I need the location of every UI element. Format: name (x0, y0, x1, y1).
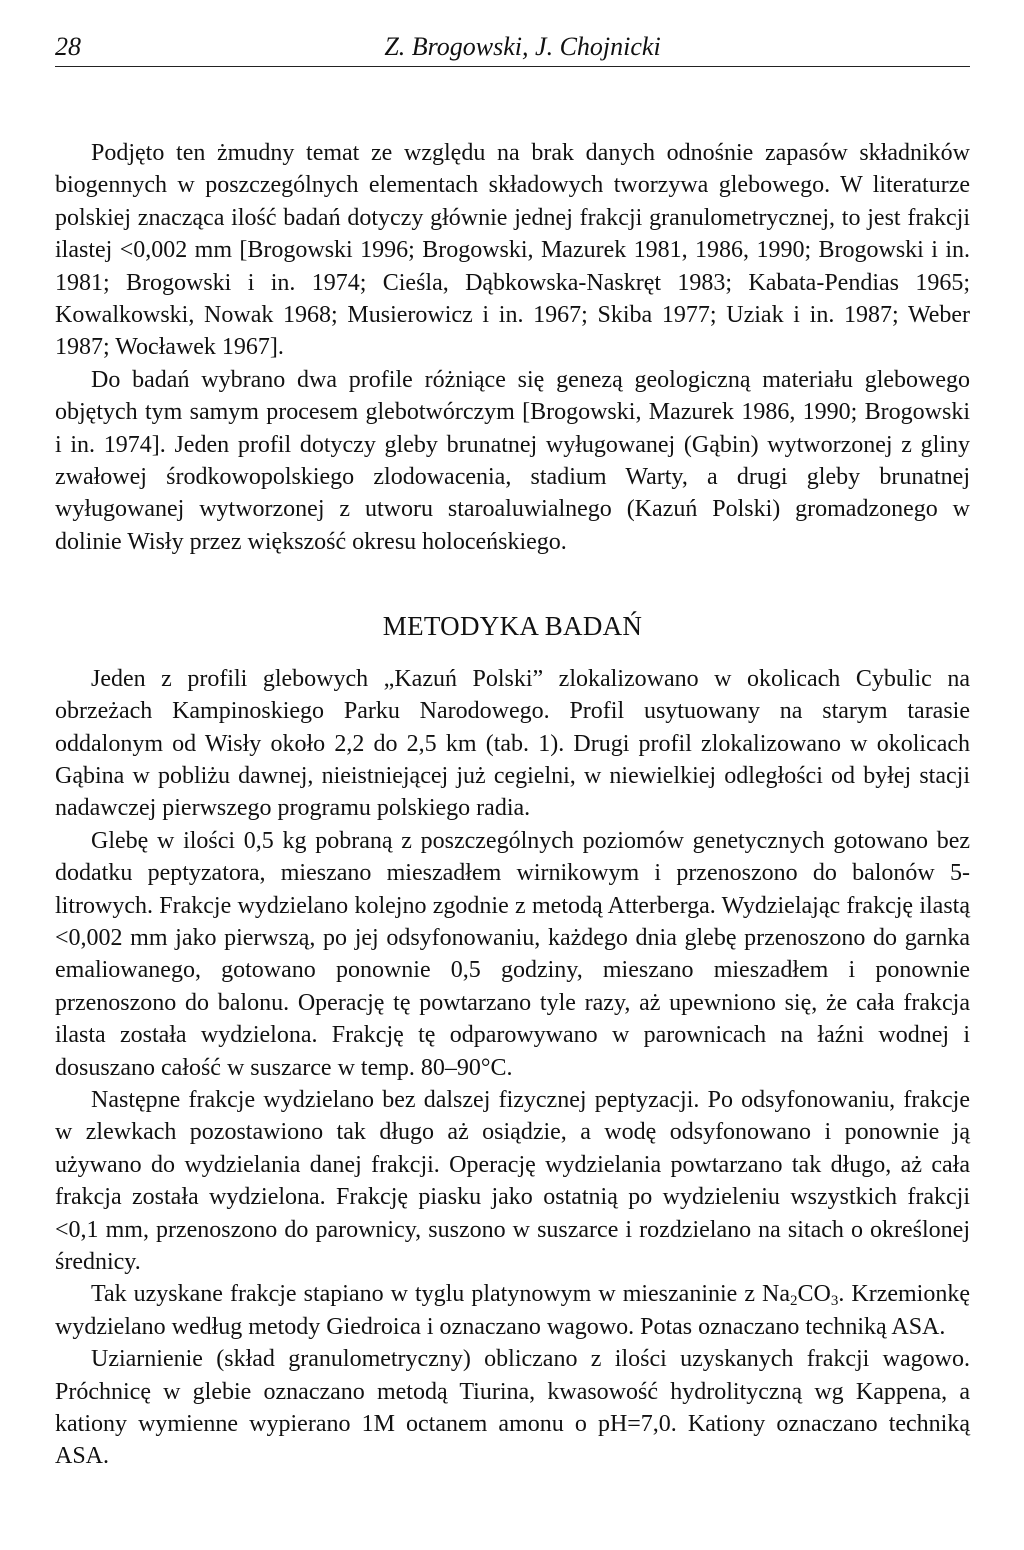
methods-paragraph-flux (55, 1278, 970, 1343)
section-heading: METODYKA BADAŃ (382, 611, 643, 642)
flux-text-before: Tak uzyskane frakcje stapiano w tyglu platynowym w mieszaninie z Na (91, 1281, 790, 1308)
methods-paragraph: Uziarnienie (skład granulometryczny) obliczano z ilości uzyskanych frakcji wagowo. Próchnicę w glebie oznaczano metodą Tiurina, kwasowość hydrolityczną wg Kappena, a kationy wymienne wypierano 1M octanem amonu o pH=7,0. Kationy oznaczano techniką ASA. (55, 1346, 970, 1470)
flux-subscript-na: 2 (790, 1293, 798, 1310)
flux-subscript-co: 3 (830, 1293, 839, 1310)
running-header (55, 28, 970, 67)
article-body (55, 137, 970, 1473)
document-page (55, 28, 970, 1473)
intro-paragraph: Podjęto ten żmudny temat ze względu na brak danych odnośnie zapasów składników biogennych w poszczególnych elementach składowych tworzywa glebowego. W literaturze polskiej znacząca ilość badań dotyczy głównie jednej frakcji granulometrycznej, to jest frakcji ilastej <0,002 mm [Brogowski 1996; Brogowski, Mazurek 1981, 1986, 1990; Brogowski i in. 1981; Brogowski i in. 1974; Cieśla, Dąbkowska-Naskręt 1983; Kabata-Pendias 1965; Kowalkowski, Nowak 1968; Musierowicz i in. 1967; Skiba 1977; Uziak i in. 1987; Weber 1987; Wocławek 1967]. (55, 140, 970, 361)
methods-paragraph: Następne frakcje wydzielano bez dalszej fizycznej peptyzacji. Po odsyfonowaniu, frakcje w zlewkach pozostawiono tak długo aż osiądzie, a wodę odsyfonowano i ponownie ją używano do wydzielania danej frakcji. Operację wydzielania powtarzano tak długo, aż cała frakcja została wydzielona. Frakcję piasku jako ostatnią po wydzieleniu wszystkich frakcji <0,1 mm, przenoszono do parownicy, suszono w suszarce i rozdzielano na sitach o określonej średnicy. (55, 1086, 970, 1275)
methods-paragraph: Glebę w ilości 0,5 kg pobraną z poszczególnych poziomów genetycznych gotowano bez dodatku peptyzatora, mieszano mieszadłem wirnikowym i przenoszono do balonów 5-litrowych. Frakcje wydzielano kolejno zgodnie z metodą Atterberga. Wydzielając frakcję ilastą <0,002 mm jako pierwszą, po jej odsyfonowaniu, każdego dnia glebę przenoszono do garnka emaliowanego, gotowano ponownie 0,5 godziny, mieszano mieszadłem i ponownie przenoszono do balonu. Operację tę powtarzano tyle razy, aż upewniono się, że cała frakcja ilasta została wydzielona. Frakcję tę odparowywano w parownicach na łaźni wodnej i dosuszano całość w suszarce w temp. 80–90°C. (55, 827, 970, 1081)
header-authors: Z. Brogowski, J. Chojnicki (384, 32, 661, 61)
page-number: 28 (55, 32, 81, 61)
flux-text-after: . Krzemionkę wydzielano według metody Giedroica i oznaczano wagowo. Potas oznaczano techniką ASA. (55, 1281, 970, 1340)
intro-paragraph: Do badań wybrano dwa profile różniące się genezą geologiczną materiału glebowego objętych tym samym procesem glebotwórczym [Brogowski, Mazurek 1986, 1990; Brogowski i in. 1974]. Jeden profil dotyczy gleby brunatnej wyługowanej (Gąbin) wytworzonej z gliny zwałowej środkowopolskiego zlodowacenia, stadium Warty, a drugi gleby brunatnej wyługowanej wytworzonej z utworu staroaluwialnego (Kazuń Polski) gromadzonego w dolinie Wisły przez większość okresu holoceńskiego. (55, 366, 970, 555)
methods-paragraph: Jeden z profili glebowych „Kazuń Polski” zlokalizowano w okolicach Cybulic na obrzeżach Kampinoskiego Parku Narodowego. Profil usytuowany na starym tarasie oddalonym od Wisły około 2,2 do 2,5 km (tab. 1). Drugi profil zlokalizowano w okolicach Gąbina w pobliżu dawnej, nieistniejącej już cegielni, w niewielkiej odległości od byłej stacji nadawczej pierwszego programu polskiego radia. (55, 665, 970, 822)
flux-text-mid: CO (797, 1281, 831, 1308)
